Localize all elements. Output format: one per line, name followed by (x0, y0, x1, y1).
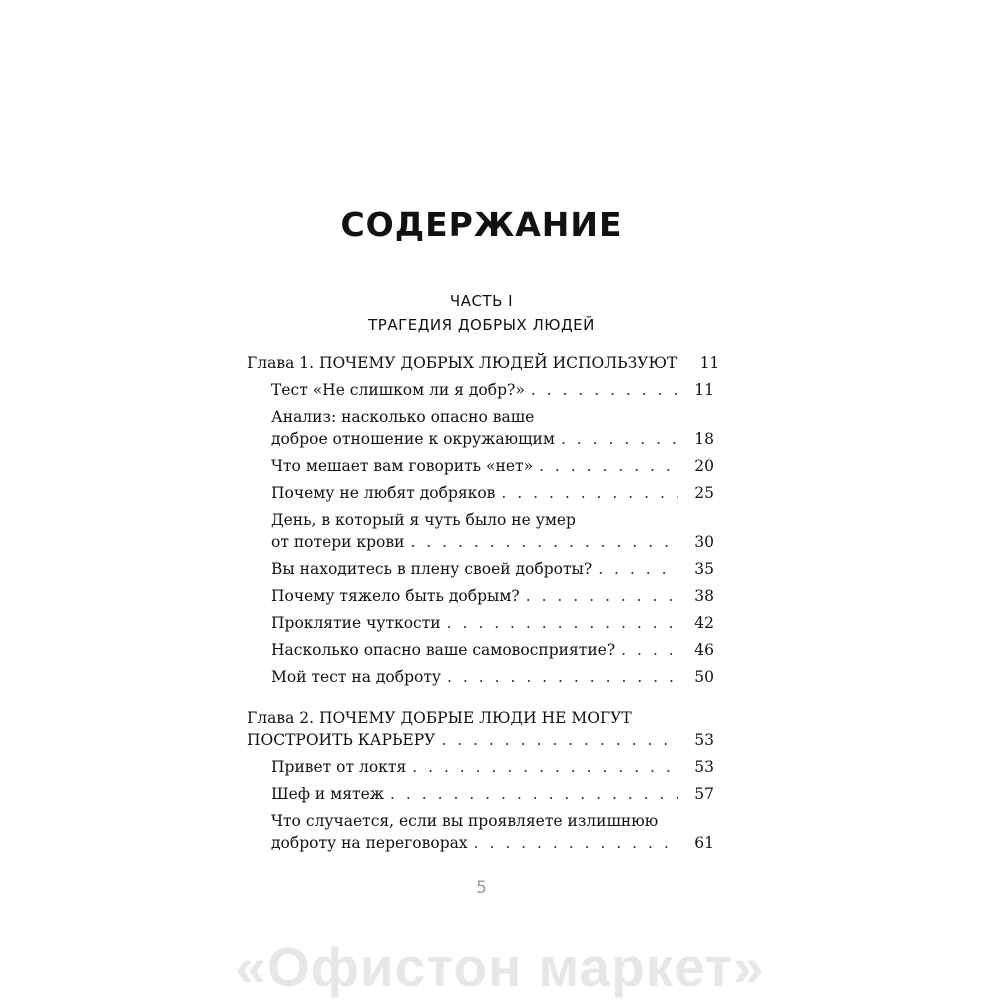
toc-page-number: 46 (694, 641, 714, 659)
toc-section (271, 455, 714, 477)
toc-section (271, 509, 714, 553)
page-number: 5 (476, 878, 487, 898)
toc-section (271, 666, 714, 688)
toc-entry-text: Тест «Не слишком ли я добр?» (271, 381, 525, 399)
watermark: «Офистон маркет» (235, 936, 765, 998)
toc-entry-text: Почему тяжело быть добрым? (271, 587, 520, 605)
toc-page-number: 30 (694, 533, 714, 551)
toc-section (271, 810, 714, 854)
toc-entry-text: Шеф и мятеж (271, 785, 385, 803)
toc-page-number: 18 (694, 430, 714, 448)
toc-section (271, 379, 714, 401)
toc-entry-line (271, 666, 714, 688)
toc-entry-line (271, 639, 714, 661)
toc-entry-text: Мой тест на доброту (271, 668, 442, 686)
dot-leader (621, 639, 678, 661)
toc-entry-line (271, 531, 714, 553)
toc-entry-text: Анализ: насколько опасно ваше (271, 408, 535, 426)
toc-entry-line (271, 832, 714, 854)
toc-entry-text: ПОСТРОИТЬ КАРЬЕРУ (247, 731, 436, 749)
toc-entry-line (271, 810, 714, 832)
part-label: ЧАСТЬ I (449, 292, 514, 310)
toc-entry-line (271, 558, 714, 580)
toc-section (271, 585, 714, 607)
toc-entry-line (271, 379, 714, 401)
toc-entry-line (247, 352, 720, 374)
toc-entry-line (271, 783, 714, 805)
toc-entry-line (271, 612, 714, 634)
toc-page-number: 35 (694, 560, 714, 578)
dot-leader (531, 379, 678, 401)
toc-page-number: 57 (694, 785, 714, 803)
toc-page-number: 42 (694, 614, 714, 632)
toc-page-number: 11 (699, 354, 720, 372)
toc-page-number: 50 (694, 668, 714, 686)
toc-page-number: 11 (694, 381, 714, 399)
toc-entry-text: Глава 2. ПОЧЕМУ ДОБРЫЕ ЛЮДИ НЕ МОГУТ (247, 709, 632, 727)
toc-entry-text: Вы находитесь в плену своей доброты? (271, 560, 593, 578)
toc-section (271, 558, 714, 580)
toc-entry-line (271, 756, 714, 778)
toc-entry-text: Проклятие чуткости (271, 614, 441, 632)
toc-page-number: 25 (694, 484, 714, 502)
toc-section (271, 783, 714, 805)
toc-entry-line (247, 729, 714, 751)
toc-entry-line (271, 585, 714, 607)
toc-page-number: 61 (694, 834, 714, 852)
part-name: ТРАГЕДИЯ ДОБРЫХ ЛЮДЕЙ (368, 316, 595, 334)
toc-title: СОДЕРЖАНИЕ (340, 205, 623, 244)
dot-leader (410, 531, 678, 553)
toc-section (271, 406, 714, 450)
toc-section (271, 639, 714, 661)
dot-leader (539, 455, 678, 477)
toc-page-number: 53 (694, 731, 714, 749)
toc-entry-text: Насколько опасно ваше самовосприятие? (271, 641, 616, 659)
dot-leader (561, 428, 678, 450)
toc-entry-text: доброту на переговорах (271, 834, 468, 852)
dot-leader (598, 558, 678, 580)
toc-page-number: 53 (694, 758, 714, 776)
toc-entry-text: Почему не любят добряков (271, 484, 496, 502)
toc-page-number: 20 (694, 457, 714, 475)
toc-entry-line (271, 482, 714, 504)
dot-leader (441, 729, 678, 751)
dot-leader (390, 783, 678, 805)
toc-entry-line (271, 455, 714, 477)
dot-leader (447, 612, 678, 634)
toc-entry-line (271, 406, 714, 428)
toc-entry-line (271, 428, 714, 450)
dot-leader (501, 482, 678, 504)
dot-leader (526, 585, 678, 607)
toc-entry-text: Глава 1. ПОЧЕМУ ДОБРЫХ ЛЮДЕЙ ИСПОЛЬЗУЮТ (247, 354, 678, 372)
toc-entry-text: День, в который я чуть было не умер (271, 511, 576, 529)
toc-section (271, 756, 714, 778)
toc-entry-text: Что мешает вам говорить «нет» (271, 457, 534, 475)
dot-leader (474, 832, 678, 854)
toc-page-number: 38 (694, 587, 714, 605)
toc-entry-text: Привет от локтя (271, 758, 407, 776)
toc-section (271, 612, 714, 634)
toc-entry-text: Что случается, если вы проявляете излишнюю (271, 812, 659, 830)
toc-chapter (247, 707, 714, 751)
dot-leader (447, 666, 678, 688)
toc-section (271, 482, 714, 504)
dot-leader (412, 756, 678, 778)
toc-entry-line (247, 707, 714, 729)
toc-entry-text: от потери крови (271, 533, 405, 551)
toc-entry-text: доброе отношение к окружающим (271, 430, 555, 448)
toc-entry-line (271, 509, 714, 531)
toc-chapter (247, 352, 720, 374)
